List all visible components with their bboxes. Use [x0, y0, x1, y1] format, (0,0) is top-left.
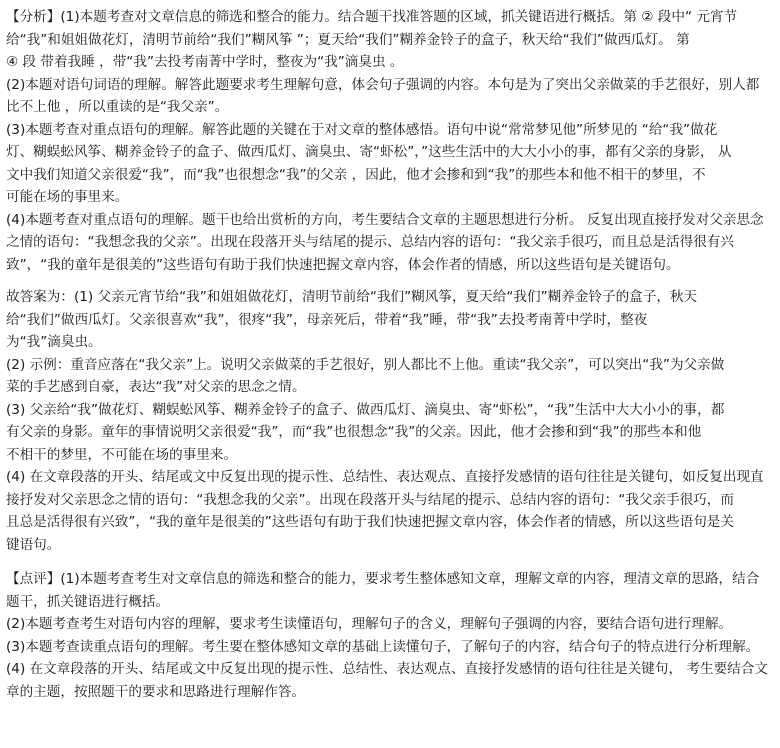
answer-line: (3) 父亲给“我”做花灯、糊蜈蚣风筝、糊养金铃子的盒子、做西瓜灯、滴臭虫、寄“虾松”，“我”生活中大大小小的事，都: [6, 401, 725, 418]
analysis-line: ④ 段 带着我睡 ，带“我”去投考南菁中学时，整夜为“我”滴臭虫 。: [6, 54, 404, 70]
analysis-line: 文中我们知道父亲很爱“我”，而“我”也很想念“我”的父亲 ，因此，他才会掺和到“我”的那些本和他不相干的梦里，不: [6, 166, 706, 183]
analysis-section: [6, 6, 774, 276]
answer-section: [6, 286, 774, 556]
analysis-line: (4)本题考查对重点语句的理解。题干也给出赏析的方向，考生要结合文章的主题思想进行分析。 反复出现直接抒发对父亲思念: [6, 211, 764, 228]
comment-line: 题干，抓关键语进行概括。: [6, 593, 170, 610]
section-spacer: [6, 276, 774, 286]
analysis-line: (3)本题考查对重点语句的理解。解答此题的关键在于对文章的整体感悟。语句中说“常常梦见他”所梦见的 “给“我”做花: [6, 121, 718, 138]
analysis-line: 给“我”和姐姐做花灯，清明节前给“我们”糊风筝 ”；夏天给“我们”糊养金铃子的盒子，秋天给“我们”做西瓜灯。 第: [6, 31, 690, 48]
answer-line: 故答案为：(1) 父亲元宵节给“我”和姐姐做花灯，清明节前给“我们”糊风筝，夏天给“我们”糊养金铃子的盒子，秋天: [6, 289, 698, 305]
comment-line: 【点评】(1)本题考查考生对文章信息的筛选和整合的能力，要求考生整体感知文章，理解文章的内容，理清文章的思路，结合: [6, 571, 760, 587]
answer-line: 键语句。: [6, 536, 61, 553]
answer-line: 为“我”滴臭虫。: [6, 334, 102, 350]
analysis-line: 比不上他 ，所以重读的是“我父亲”。: [6, 99, 229, 115]
analysis-line: 灯、糊蜈蚣风筝、糊养金铃子的盒子、做西瓜灯、滴臭虫、寄“虾松”，”这些生活中的大大小小的事，都有父亲的身影， 从: [6, 144, 732, 160]
section-spacer: [6, 556, 774, 568]
comment-line: (4) 在文章段落的开头、结尾或文中反复出现的提示性、总结性、表达观点、直接抒发感情的语句往往是关键句， 考生要结合文: [6, 661, 768, 677]
analysis-line: 之情的语句：“我想念我的父亲”。出现在段落开头与结尾的提示、总结内容的语句：“我父亲手很巧，而且总是活得很有兴: [6, 234, 734, 250]
analysis-line: (2)本题对语句词语的理解。解答此题要求考生理解句意，体会句子强调的内容。本句是为了突出父亲做菜的手艺很好，别人都: [6, 76, 760, 93]
answer-line: 菜的手艺感到自豪，表达“我”对父亲的思念之情。: [6, 379, 306, 395]
analysis-line: 可能在场的事里来。: [6, 189, 129, 205]
answer-line: 接抒发对父亲思念之情的语句：“我想念我的父亲”。出现在段落开头与结尾的提示、总结内容的语句：“我父亲手很巧，而: [6, 491, 734, 508]
comment-section: [6, 568, 774, 703]
answer-line: (2) 示例：重音应落在“我父亲”上。说明父亲做菜的手艺很好，别人都比不上他。重读“我父亲”，可以突出“我”为父亲做: [6, 356, 725, 373]
analysis-line: 致”，“我的童年是很美的”这些语句有助于我们快速把握文章内容，体会作者的情感，所以这些语句是关键语句。: [6, 256, 680, 273]
comment-line: 章的主题，按照题干的要求和思路进行理解作答。: [6, 683, 306, 700]
answer-line: 且总是活得很有兴致”，“我的童年是很美的”这些语句有助于我们快速把握文章内容，体会作者的情感，所以这些语句是关: [6, 514, 734, 530]
comment-line: (2)本题考查考生对语句内容的理解，要求考生读懂语句，理解句子的含义，理解句子强调的内容，要结合语句进行理解。: [6, 616, 733, 632]
answer-line: 给“我们”做西瓜灯。父亲很喜欢“我”，很疼“我”，母亲死后，带着“我”睡，带“我”去投考南菁中学时，整夜: [6, 311, 648, 328]
answer-line: 不相干的梦里，不可能在场的事里来。: [6, 446, 238, 463]
answer-line: (4) 在文章段落的开头、结尾或文中反复出现的提示性、总结性、表达观点、直接抒发感情的语句往往是关键句，如反复出现直: [6, 469, 764, 485]
comment-line: (3)本题考查读重点语句的理解。考生要在整体感知文章的基础上读懂句子，了解句子的内容，结合句子的特点进行分析理解。: [6, 638, 760, 655]
analysis-line: 【分析】(1)本题考查对文章信息的筛选和整合的能力。结合题干找准答题的区域，抓关键语进行概括。第 ② 段中“ 元宵节: [6, 9, 738, 25]
answer-line: 有父亲的身影。童年的事情说明父亲很爱“我”，而“我”也很想念“我”的父亲。因此，他才会掺和到“我”的那些本和他: [6, 424, 702, 440]
